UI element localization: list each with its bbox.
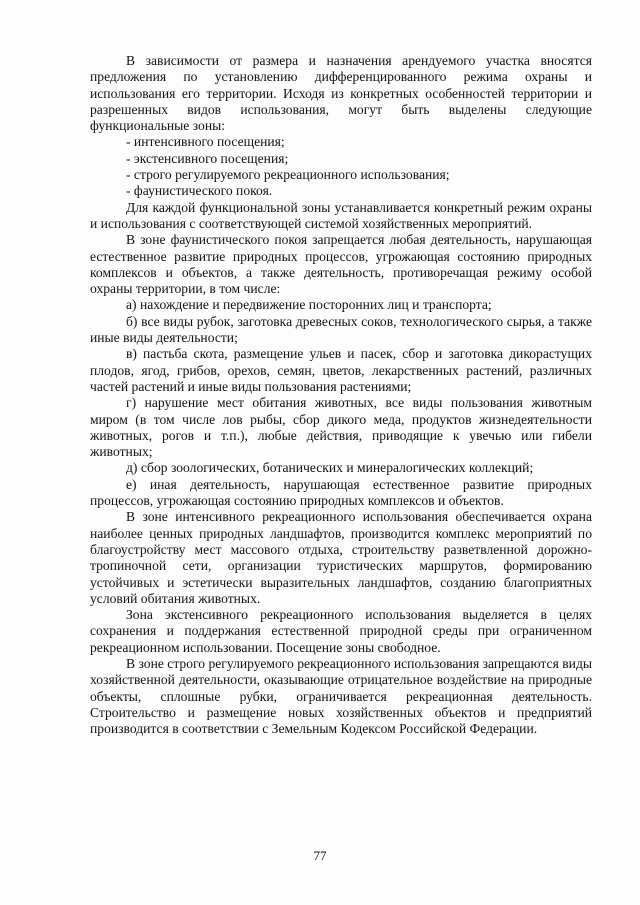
paragraph-extensive-zone: Зона экстенсивного рекреационного использования выделяется в целях сохранения и поддержания естественной природной среды при ограниченном рекреационном использовании. Посещение зоны свободное. xyxy=(90,607,592,655)
list-item-extensive: - экстенсивного посещения; xyxy=(126,150,289,166)
paragraph-zones-intro: В зависимости от размера и назначения арендуемого участка вносятся предложения по установлению дифференцированного режима охраны и использования его территории. Исходя из конкретных особенностей территории и разрешенных видов использования, могут быть выделены следующие функциональные зоны: xyxy=(90,53,592,134)
list-item-b: б) все виды рубок, заготовка древесных соков, технологического сырья, а также иные виды деятельности; xyxy=(90,313,592,346)
page-number: 77 xyxy=(313,848,327,863)
paragraph-intensive-zone: В зоне интенсивного рекреационного использования обеспечивается охрана наиболее ценных природных ландшафтов, производится комплекс мероприятий по благоустройству мест массового отдыха, строительству разветвленной дорожно-тропиночной сети, организации туристических маршрутов, формированию устойчивых и эстетически выразительных ландшафтов, созданию благоприятных условий обитания животных. xyxy=(90,509,592,606)
list-item-e: е) иная деятельность, нарушающая естественное развитие природных процессов, угрожающая состоянию природных комплексов и объектов. xyxy=(90,476,592,509)
list-item-d: д) сбор зоологических, ботанических и минералогических коллекций; xyxy=(126,460,534,476)
list-item-g: г) нарушение мест обитания животных, все виды пользования животным миром (в том числе лов рыбы, сбор дикого меда, продуктов жизнедеятельности животных, рогов и т.п.), любые действия, приводящие к увечью или гибели животных; xyxy=(90,395,592,460)
paragraph-regime: Для каждой функциональной зоны устанавливается конкретный режим охраны и использования с соответствующей системой хозяйственных мероприятий. xyxy=(90,199,592,231)
list-item-intensive: - интенсивного посещения; xyxy=(126,134,285,150)
list-item-v: в) пастьба скота, размещение ульев и пасек, сбор и заготовка дикорастущих плодов, ягод, грибов, орехов, семян, цветов, лекарственных растений, различных частей растений и иные виды пользования растениями; xyxy=(90,346,592,394)
body-text xyxy=(90,53,592,737)
list-item-strict: - строго регулируемого рекреационного использования; xyxy=(126,167,450,183)
list-item-a: а) нахождение и передвижение посторонних лиц и транспорта; xyxy=(126,297,492,313)
list-item-faunistic: - фаунистического покоя. xyxy=(126,183,273,199)
paragraph-faunistic-zone: В зоне фаунистического покоя запрещается любая деятельность, нарушающая естественное развитие природных процессов, угрожающая состоянию природных комплексов и объектов, а также деятельность, противоречащая режиму особой охраны территории, в том числе: xyxy=(90,232,592,297)
paragraph-strict-zone: В зоне строго регулируемого рекреационного использования запрещаются виды хозяйственной деятельности, оказывающие отрицательное воздействие на природные объекты, сплошные рубки, ограничивается рекреационная деятельность. Строительство и размещение новых хозяйственных объектов и предприятий производится в соответствии с Земельным Кодексом Российской Федерации. xyxy=(90,655,592,737)
